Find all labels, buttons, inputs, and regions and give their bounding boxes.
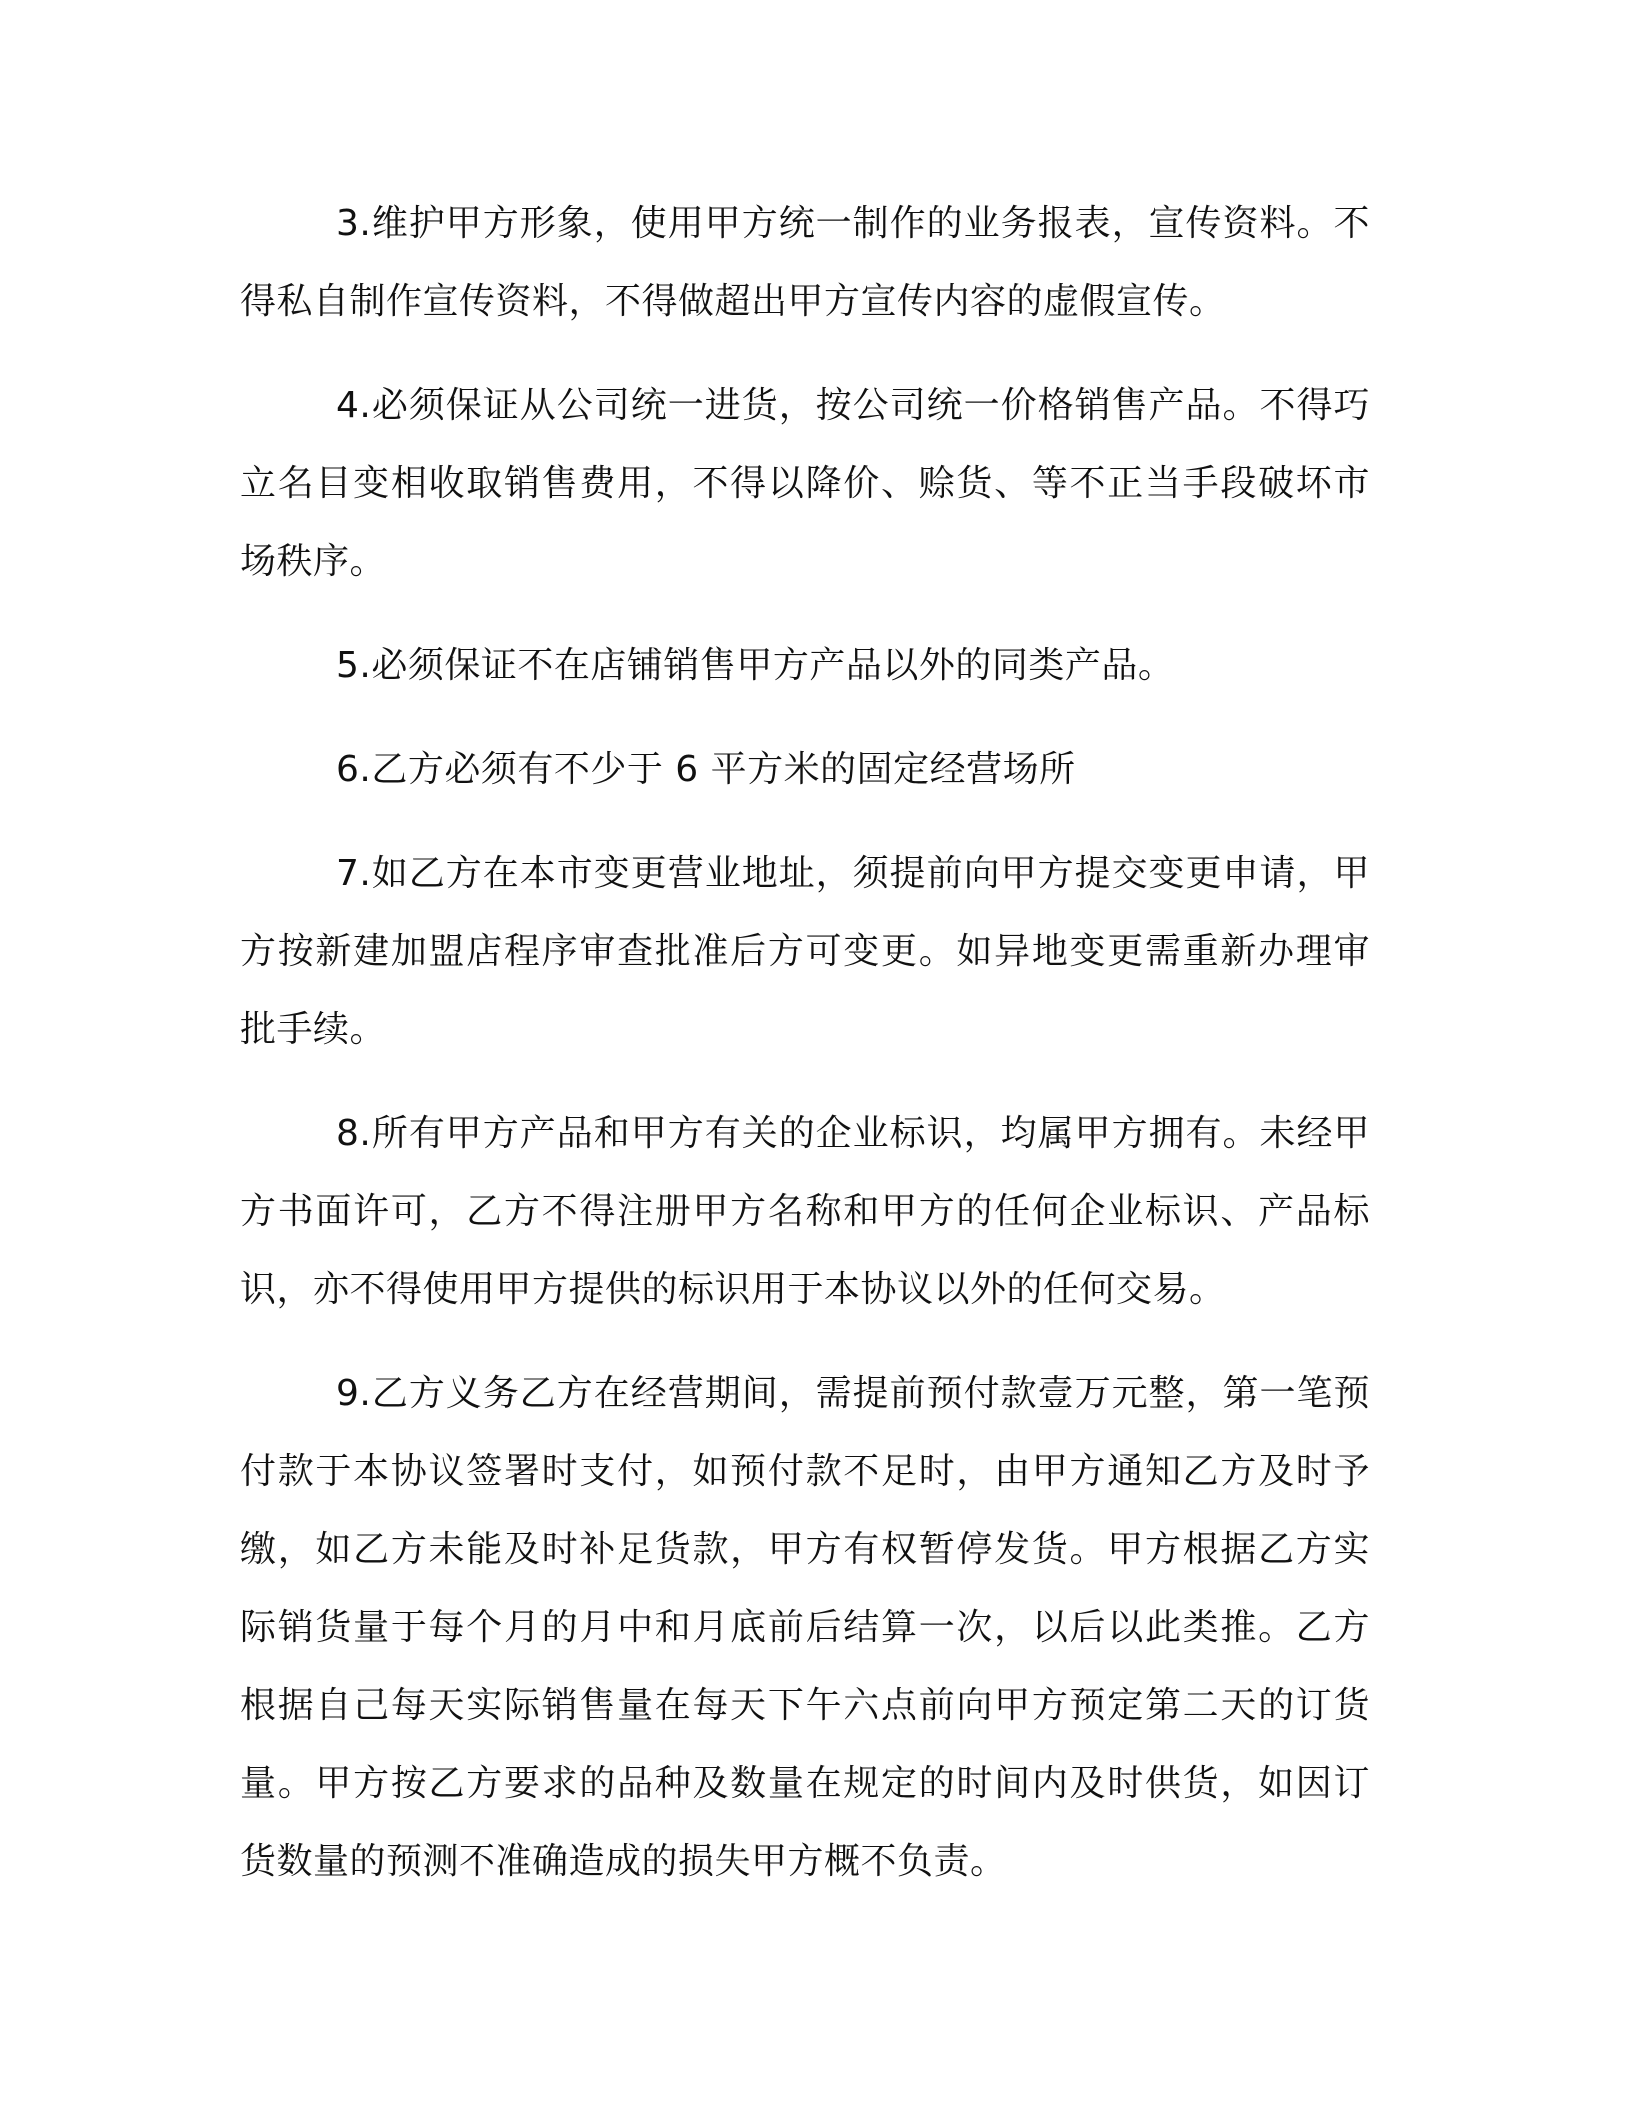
clause-9: 9.乙方义务乙方在经营期间，需提前预付款壹万元整，第一笔预付款于本协议签署时支付，如预付款不足时，由甲方通知乙方及时予缴，如乙方未能及时补足货款，甲方有权暂停发货。甲方根据乙方实际销货量于每个月的月中和月底前后结算一次，以后以此类推。乙方根据自己每天实际销售量在每天下午六点前向甲方预定第二天的订货量。甲方按乙方要求的品种及数量在规定的时间内及时供货，如因订货数量的预测不准确造成的损失甲方概不负责。	[240, 1373, 1370, 1882]
clause-4: 4.必须保证从公司统一进货，按公司统一价格销售产品。不得巧立名目变相收取销售费用，不得以降价、赊货、等不正当手段破坏市场秩序。	[240, 385, 1370, 582]
clause-8: 8.所有甲方产品和甲方有关的企业标识，均属甲方拥有。未经甲方书面许可，乙方不得注册甲方名称和甲方的任何企业标识、产品标识，亦不得使用甲方提供的标识用于本协议以外的任何交易。	[240, 1113, 1370, 1310]
clause-7: 7.如乙方在本市变更营业地址，须提前向甲方提交变更申请，甲方按新建加盟店程序审查批准后方可变更。如异地变更需重新办理审批手续。	[240, 853, 1370, 1050]
clause-6: 6.乙方必须有不少于 6 平方米的固定经营场所	[336, 749, 1076, 790]
clause-3: 3.维护甲方形象，使用甲方统一制作的业务报表，宣传资料。不得私自制作宣传资料，不得做超出甲方宣传内容的虚假宣传。	[240, 203, 1370, 322]
clause-5: 5.必须保证不在店铺销售甲方产品以外的同类产品。	[336, 645, 1175, 686]
document-page	[240, 185, 1370, 1927]
